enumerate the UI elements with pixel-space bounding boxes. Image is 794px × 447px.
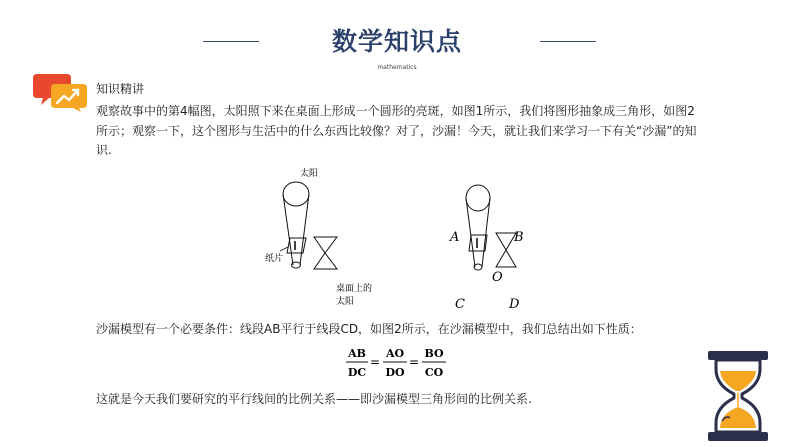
- figure-1-sun-diagram: [255, 163, 405, 313]
- frac3-denominator: CO: [424, 366, 444, 379]
- point-c-label: C: [455, 297, 465, 312]
- paper-label: 纸片: [265, 254, 284, 264]
- frac1-numerator: AB: [348, 347, 366, 360]
- equals-sign-1: =: [369, 355, 381, 369]
- frac1-denominator: DC: [347, 366, 367, 379]
- conclusion-text: 这就是今天我们要研究的平行线间的比例关系——即沙漏模型三角形间的比例关系.: [96, 392, 532, 406]
- section-heading: 知识精讲: [96, 82, 145, 96]
- frac2-denominator: DO: [385, 366, 405, 379]
- point-b-label: B: [514, 230, 524, 245]
- table-label-line1: 桌面上的: [336, 284, 373, 294]
- frac3-numerator: BO: [424, 347, 444, 360]
- table-label-line2: 太阳: [336, 297, 355, 307]
- page-title: 数学知识点: [331, 27, 462, 56]
- sun-circle: [283, 182, 309, 206]
- page-subtitle: mathematics: [377, 64, 417, 71]
- frac2-numerator: AO: [385, 347, 405, 360]
- sun-label: 太阳: [300, 169, 319, 179]
- chat-bubbles-trend-icon: [33, 72, 89, 112]
- ratio-formula: [344, 344, 454, 384]
- intro-paragraph: 观察故事中的第4幅图，太阳照下来在桌面上形成一个圆形的亮斑，如图1所示，我们将图形抽象成三角形，如图2所示；观察一下，这个图形与生活中的什么东西比较像？对了，沙漏！今天，就让我们来学习一下有关“沙漏”的知识.: [96, 104, 697, 157]
- hourglass-triangles: [314, 237, 337, 269]
- condition-text: 沙漏模型有一个必要条件：线段AB平行于线段CD，如图2所示，在沙漏模型中，我们总结出如下性质：: [96, 322, 642, 336]
- figure-2-geometry: [440, 175, 550, 315]
- point-a-label: A: [450, 230, 460, 245]
- title-divider-left: [203, 41, 259, 42]
- hourglass-icon: [706, 349, 770, 443]
- point-d-label: D: [509, 297, 520, 312]
- title-divider-right: [540, 41, 596, 42]
- equals-sign-2: =: [408, 355, 420, 369]
- point-o-label: O: [492, 270, 503, 285]
